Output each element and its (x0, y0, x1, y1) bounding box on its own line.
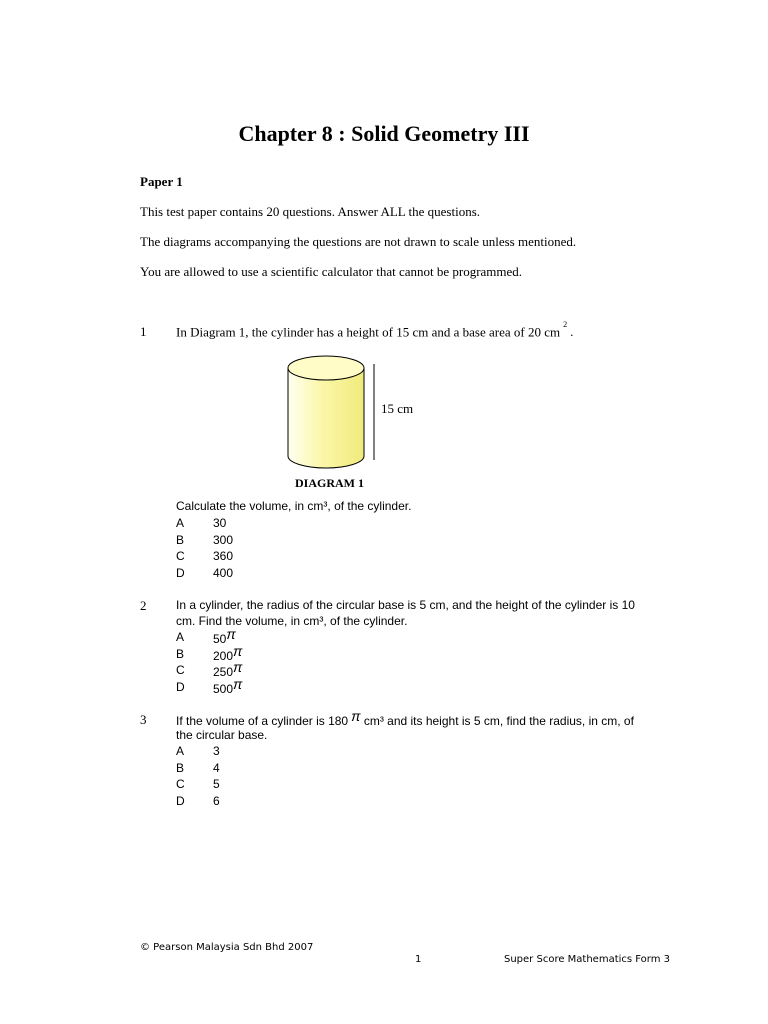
q1-option-d-value: 400 (213, 566, 234, 580)
q3-option-d-letter: D (176, 794, 185, 808)
chapter-title: Chapter 8 : Solid Geometry III (238, 121, 530, 146)
paper-label: Paper 1 (140, 174, 183, 189)
q1-option-a-value: 30 (213, 516, 227, 530)
q3-option-a-value: 3 (213, 744, 220, 758)
pi-symbol: π (233, 659, 243, 675)
q2-option-a-letter: A (176, 630, 185, 644)
q2-option-a-number: 50 (213, 632, 227, 646)
q2-option-d-value (213, 676, 243, 696)
q1-option-a-letter: A (176, 516, 185, 530)
instruction-3: You are allowed to use a scientific calculator that cannot be programmed. (140, 264, 523, 279)
q3-option-b-letter: B (176, 761, 185, 775)
question-1-number: 1 (140, 324, 147, 339)
footer-book-title: Super Score Mathematics Form 3 (504, 954, 671, 965)
q2-option-d-letter: D (176, 680, 185, 694)
cylinder-body (288, 368, 364, 468)
q1-option-c-letter: C (176, 549, 185, 563)
q2-option-b-letter: B (176, 647, 185, 661)
pi-symbol: π (351, 708, 361, 724)
question-2-number: 2 (140, 598, 147, 613)
question-1-prompt: Calculate the volume, in cm³, of the cylinder. (176, 499, 412, 513)
footer-page-number: 1 (415, 954, 422, 965)
q1-option-b-value: 300 (213, 533, 234, 547)
question-1-stem: In Diagram 1, the cylinder has a height of 15 cm and a base area of 20 cm (176, 324, 561, 340)
q2-option-d-number: 500 (213, 682, 234, 696)
question-3-line-2: the circular base. (176, 728, 268, 742)
pi-symbol: π (226, 626, 236, 642)
footer-copyright: © Pearson Malaysia Sdn Bhd 2007 (140, 942, 314, 953)
question-3-stem-a: If the volume of a cylinder is 180 (176, 714, 349, 728)
q1-option-b-letter: B (176, 533, 185, 547)
q2-option-c-letter: C (176, 663, 185, 677)
q1-option-c-value: 360 (213, 549, 234, 563)
question-1-period: . (570, 324, 574, 340)
diagram-caption: DIAGRAM 1 (295, 476, 364, 490)
instruction-2: The diagrams accompanying the questions are not drawn to scale unless mentioned. (140, 234, 577, 249)
q3-option-b-value: 4 (213, 761, 220, 775)
pi-symbol: π (233, 643, 243, 659)
cylinder-top (288, 356, 364, 380)
question-1-superscript: 2 (563, 320, 568, 329)
q3-option-c-letter: C (176, 777, 185, 791)
question-3-number: 3 (140, 712, 147, 727)
question-1-text (176, 320, 574, 340)
q2-option-b-number: 200 (213, 649, 234, 663)
q3-option-c-value: 5 (213, 777, 220, 791)
instruction-1: This test paper contains 20 questions. Answer ALL the questions. (140, 204, 480, 219)
question-3-stem-b: cm³ and its height is 5 cm, find the radius, in cm, of (360, 714, 634, 728)
height-label: 15 cm (381, 401, 414, 416)
question-3-line-1 (176, 708, 634, 728)
q3-option-a-letter: A (176, 744, 185, 758)
question-2-line-2: cm. Find the volume, in cm³, of the cylinder. (176, 614, 408, 628)
q2-option-c-number: 250 (213, 665, 234, 679)
pi-symbol: π (233, 676, 243, 692)
q3-option-d-value: 6 (213, 794, 220, 808)
question-2-line-1: In a cylinder, the radius of the circular base is 5 cm, and the height of the cylinder is 10 (176, 598, 635, 612)
q1-option-d-letter: D (176, 566, 185, 580)
